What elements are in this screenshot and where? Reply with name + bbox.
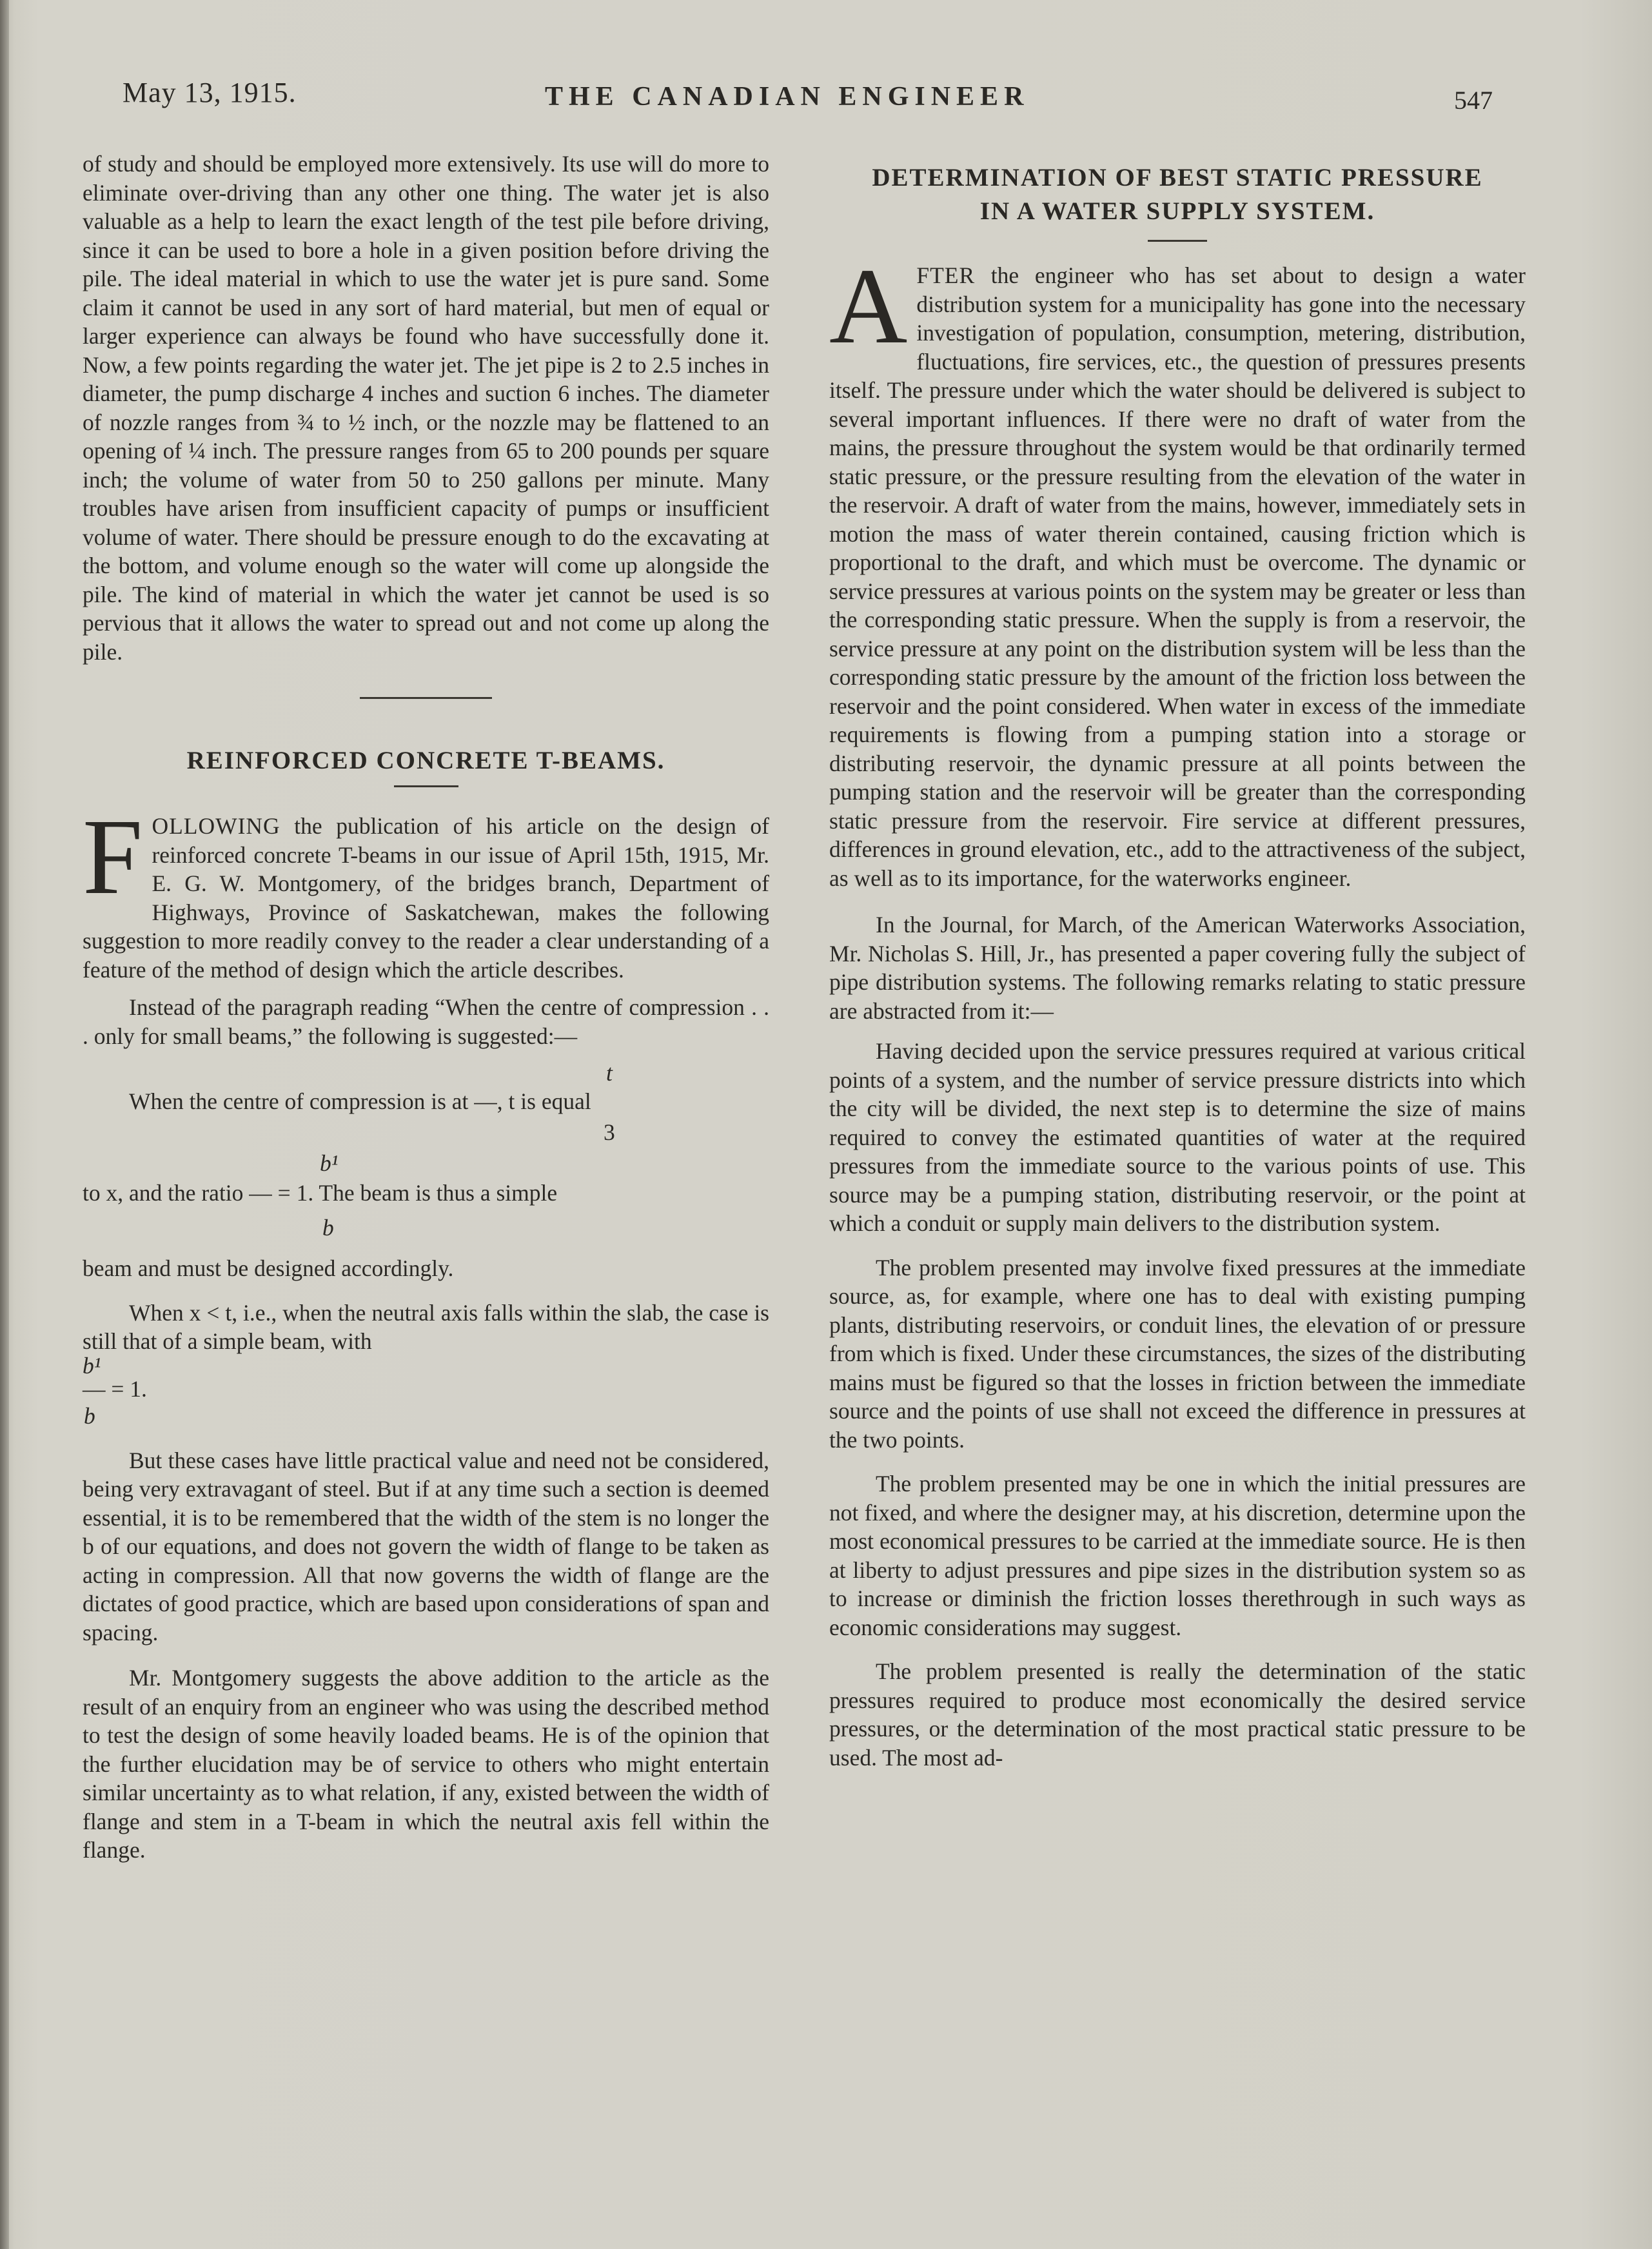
formula-line-ratio: to x, and the ratio — = 1. The beam is thus a simple	[83, 1180, 558, 1206]
tbeams-heading: REINFORCED CONCRETE T-BEAMS.	[186, 747, 665, 774]
water-jet-paragraph: of study and should be employed more extensively. Its use will do more to eliminate over-driving than any other one thing. The water jet is also valuable as a help to learn the exact length of the test pile before driving, since it can be used to bore a hole in a given position before driving the pile. The ideal material in which to use the water jet is pure sand. Some claim it cannot be used in any sort of hard material, but men of equal or larger experience can always be found who have successfully done it. Now, a few points regarding the water jet. The jet pipe is 2 to 2.5 inches in diameter, the pump discharge 4 inches and suction 6 inches. The diameter of nozzle ranges from ¾ to ½ inch, or the nozzle may be flattened to an opening of ¼ inch. The pressure ranges from 65 to 200 pounds per square inch; the volume of water from 50 to 250 gallons per minute. Many troubles have arisen from insufficient capacity of pumps or insufficient volume of water. There should be pressure enough to do the excavating at the bottom, and volume enough so the water will come up alongside the pile. The kind of material in which the water jet cannot be used is so pervious that it allows the water to spread out and not come up along the pile.	[83, 151, 769, 665]
right-column	[829, 150, 1526, 1781]
formula-ratio-equals-one	[83, 1352, 769, 1432]
determination-paragraph: The problem presented is really the determination of the static pressures required to produce most economically the desired service pressures, or the determination of the most practical static pressure to be used. The most ad-	[829, 1658, 1526, 1771]
extravagant-steel-paragraph: But these cases have little practical value and need not be considered, being very extravagant of steel. But if at any time such a section is deemed essential, it is to be remembered that the width of the stem is no longer the b of our equations, and does not govern the width of flange to be taken as acting in compression. All that now governs the width of flange are the dictates of good practice, which are based upon considerations of span and spacing.	[83, 1447, 769, 1645]
page-number: 547	[1454, 86, 1493, 115]
tbeams-suggestion-paragraph: Instead of the paragraph reading “When the centre of compression . . . only for small beams,” the following is suggested:—	[83, 994, 769, 1049]
formula-centre-of-compression	[83, 1059, 769, 1226]
formula-denominator-3: 3	[604, 1119, 615, 1145]
montgomery-paragraph: Mr. Montgomery suggests the above addition to the article as the result of an enquiry from an engineer who was using the described method to test the design of some heavily loaded beams. He is of the opinion that the further elucidation may be of service to others who might entertain similar uncertainty as to what relation, if any, existed between the width of flange and stem in a T-beam in which the neutral axis fell within the flange.	[83, 1665, 769, 1863]
static-pressure-intro-paragraph	[829, 246, 1526, 892]
fixed-pressures-paragraph: The problem presented may involve fixed pressures at the immediate source, as, for example, where one has to deal with existing pumping plants, distributing reservoirs, or conduit lines, the elevation of or pressure from which is fixed. Under these circumstances, the sizes of the distributing mains must be figured so that the losses in friction between the immediate source and the points of use shall not exceed the difference in pressures at the two points.	[829, 1254, 1526, 1453]
initial-pressures-paragraph: The problem presented may be one in which the initial pressures are not fixed, and where the designer may, at his discretion, determine upon the most economical pressures to be carried at the immediate source. He is then at liberty to adjust pressures and pipe sizes in the distribution system so as to increase or diminish the friction losses therethrough in such ways as economic considerations may suggest.	[829, 1471, 1526, 1640]
running-header	[0, 76, 1652, 121]
tbeams-intro-text: the publication of his article on the design of reinforced concrete T-beams in our issue of April 15th, 1915, Mr. E. G. W. Montgomery, of the bridges branch, Department of Highways, Province of Saskatchewan, makes the following suggestion to more readily convey to the reader a clear understanding of a feature of the method of design which the article describes.	[83, 813, 769, 983]
static-pressure-drop-cap: A	[829, 246, 908, 366]
binding-edge	[0, 0, 9, 2249]
service-pressures-paragraph: Having decided upon the service pressures required at various critical points of a system, and the number of service pressure districts into which the city will be divided, the next step is to determine the size of mains required to convey the estimated quantities of water at the required pressures from the immediate source to the various points of use. This source may be a pumping station, distributing reservoir, or the point at which a conduit or supply main delivers to the distribution system.	[829, 1038, 1526, 1236]
formula-numerator-t: t	[606, 1060, 613, 1086]
tbeams-heading-rule	[394, 785, 458, 787]
issue-date: May 13, 1915.	[123, 77, 297, 108]
static-pressure-intro-text: the engineer who has set about to design a water distribution system for a municipality has gone into the necessary investigation of population, consumption, metering, distribution, fluctuations, fire services, etc., the question of pressures presents itself. The pressure under which the water should be delivered is subject to several important influences. If there were no draft of water from the mains, the pressure throughout the system would be that ordinarily termed static pressure, or the pressure resulting from the elevation of the water in the reservoir. A draft of water from the mains, however, immediately sets in motion the mass of water therein contained, causing friction which is proportional to the draft, and which must be overcome. The dynamic or service pressures at various points on the system may be greater or less than the corresponding static pressure. When the supply is from a reservoir, the service pressure at any point on the distribution system will be less than the corresponding static pressure by the amount of the friction loss between the reservoir and the point considered. When water in excess of the immediate requirements is flowing from a pumping station into a storage or distributing reservoir, the dynamic pressure at all points between the pumping station and the reservoir will be greater than the corresponding static pressure from the reservoir. Fire service at different pressures, differences in ground elevation, etc., add to the attractiveness of the subject, as well as to its importance, for the waterworks engineer.	[829, 262, 1526, 891]
formula-numerator-b1: b¹	[320, 1150, 339, 1176]
tbeams-drop-cap: F	[83, 797, 143, 917]
left-column	[83, 150, 769, 1874]
section-divider	[360, 697, 492, 699]
formula2-numerator-b1: b¹	[83, 1352, 101, 1379]
static-pressure-intro-caps: FTER	[916, 262, 976, 288]
journal-paragraph: In the Journal, for March, of the American Waterworks Association, Mr. Nicholas S. Hill, Jr., has presented a paper covering fully the subject of pipe distribution systems. The following remarks relating to static pressure are abstracted from it:—	[829, 912, 1526, 1024]
tbeams-intro-paragraph	[83, 797, 769, 984]
formula-denominator-b: b	[322, 1215, 334, 1241]
tbeams-intro-caps: OLLOWING	[152, 813, 280, 839]
neutral-axis-paragraph: When x < t, i.e., when the neutral axis falls within the slab, the case is still that of a simple beam, with	[83, 1299, 769, 1354]
formula2-denominator-b: b	[84, 1402, 95, 1429]
formula-line-centre: When the centre of compression is at —, t is equal	[129, 1088, 591, 1114]
formula2-line: — = 1.	[83, 1375, 147, 1402]
static-pressure-heading-rule	[1148, 240, 1207, 242]
static-pressure-heading-line1: DETERMINATION OF BEST STATIC PRESSURE	[872, 164, 1483, 192]
journal-title: THE CANADIAN ENGINEER	[545, 82, 1030, 112]
formula-ratio-denominator	[83, 1215, 769, 1254]
simple-beam-line: beam and must be designed accordingly.	[83, 1255, 454, 1281]
static-pressure-heading-line2: IN A WATER SUPPLY SYSTEM.	[979, 197, 1375, 225]
